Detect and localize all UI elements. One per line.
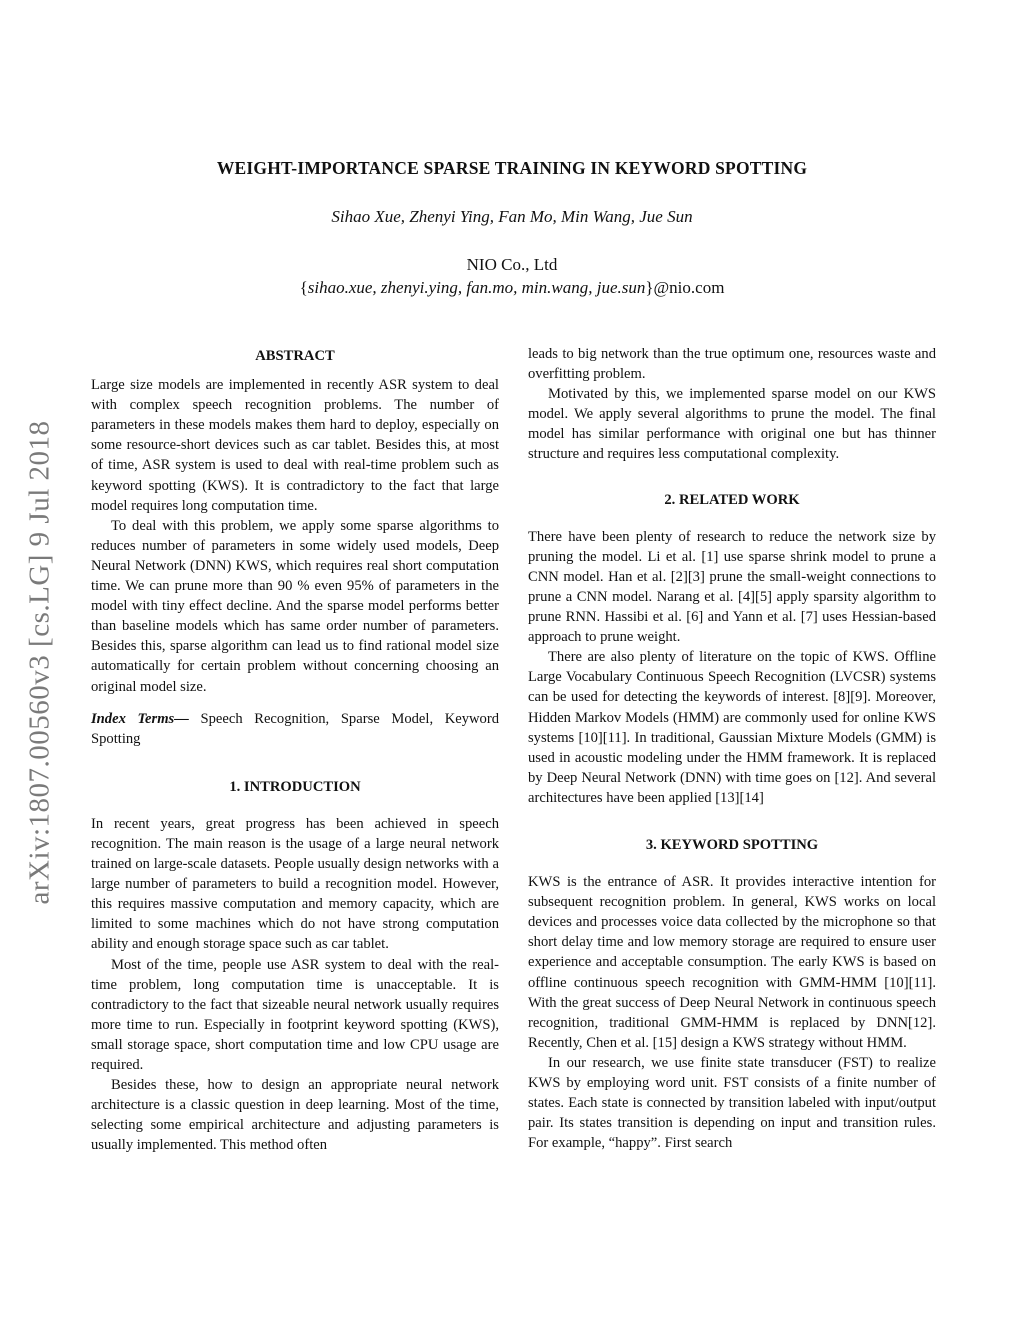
right-column [528,344,936,1153]
left-column [91,344,499,1155]
introduction-paragraph: Most of the time, people use ASR system to deal with the real-time problem, long computation time is unacceptable. It is contradictory to the fact that sizeable neural network usually requires more time to run. Especially in footprint keyword spotting (KWS), small storage space, short computation time and low CPU usage are required. [91,956,499,1073]
abstract-heading: ABSTRACT [255,348,335,364]
abstract-paragraph: To deal with this problem, we apply some sparse algorithms to reduces number of parameters in some widely used models, Deep Neural Network (DNN) KWS, which requires real short computation time. We can prune more than 90 % even 95% of parameters in the model with tiny effect decline. And the sparse model performs better than baseline models which has same order number of parameters. Besides this, sparse algorithm can lead us to find rational model size automatically for certain problem without concerning choosing an original model size. [91,517,499,695]
index-terms-text: Speech Recognition, Sparse Model, Keyword Spotting [91,710,500,747]
author-list: Sihao Xue, Zhenyi Ying, Fan Mo, Min Wang, Jue Sun [331,207,693,226]
keyword-spotting-paragraph: KWS is the entrance of ASR. It provides interactive intention for subsequent recognition problem. In general, KWS works on local devices and processes voice data collected by the microphone so that short delay time and low memory storage are required to ensure user experience and acceptable consumption. The early KWS is based on offline continuous speech recognition with GMM-HMM [10][11]. With the great success of Deep Neural Network in continuous speech recognition, traditional GMM-HMM is replaced by DNN[12]. Recently, Chen et al. [15] design a KWS strategy without HMM. [528,874,936,1051]
index-terms [91,709,499,749]
email-names: sihao.xue, zhenyi.ying, fan.mo, min.wang, jue.sun [307,278,646,297]
email-open-brace: { [299,278,308,297]
introduction-paragraph: leads to big network than the true optimum one, resources waste and overfitting problem. [528,346,936,383]
introduction-heading: 1. INTRODUCTION [229,778,361,795]
related-work-heading: 2. RELATED WORK [664,491,800,508]
introduction-paragraph: Besides these, how to design an appropriate neural network architecture is a classic question in deep learning. Most of the time, selecting some empirical architecture and adjusting parameters is usually implemented. This method often [91,1077,499,1154]
author-emails [0,278,1024,298]
arxiv-stamp [18,375,62,950]
abstract-paragraph: Large size models are implemented in recently ASR system to deal with complex speech recognition problems. The number of parameters in these models makes them hard to deploy, especially on some resource-short devices such as car tablet. Besides this, at most of time, ASR system is used to deal with real-time problem such as keyword spotting (KWS). It is contradictory to the fact that large model requires long computation time. [91,377,499,514]
email-domain: }@nio.com [645,278,725,297]
paper-title: WEIGHT-IMPORTANCE SPARSE TRAINING IN KEYWORD SPOTTING [216,158,808,178]
keyword-spotting-paragraph: In our research, we use finite state transducer (FST) to realize KWS by employing word unit. FST consists of a finite number of states. Each state is connected by transition labeled with input/output pair. Its states transition is depending on input and transition rules. For example, “happy”. First search [528,1054,936,1152]
related-work-paragraph: There are also plenty of literature on the topic of KWS. Offline Large Vocabulary Continuous Speech Recognition (LVCSR) systems can be used for detecting the keywords of interest. [8][9]. Moreover, Hidden Markov Models (HMM) are commonly used for online KWS systems [10][11]. In traditional, Gaussian Mixture Models (GMM) is used in acoustic modeling under the HMM framework. It is replaced by Deep Neural Network (DNN) with time goes on [12]. And several architectures have been applied [13][14] [528,649,936,806]
arxiv-stamp-text: arXiv:1807.00560v3 [cs.LG] 9 Jul 2018 [23,420,56,905]
related-work-paragraph: There have been plenty of research to reduce the network size by pruning the model. Li et al. [1] use sparse shrink model to prune a CNN model. Han et al. [2][3] prune the small-weight connections to prune a CNN model. Narang et al. [4][5] apply sparsity algorithm to prune RNN. Hassibi et al. [6] and Yann et al. [7] uses Hessian-based approach to prune weight. [528,528,936,646]
index-terms-label: Index Terms— [91,710,189,727]
affiliation: NIO Co., Ltd [466,255,558,274]
keyword-spotting-heading: 3. KEYWORD SPOTTING [645,836,819,853]
introduction-paragraph: Motivated by this, we implemented sparse model on our KWS model. We apply several algorithms to prune the model. The final model has similar performance with original one but has thinner structure and requires less computational complexity. [528,386,936,463]
introduction-paragraph: In recent years, great progress has been achieved in speech recognition. The main reason is the usage of a large neural network trained on large-scale datasets. People usually design networks with a large number of parameters to build a recognition model. However, this requires massive computation and memory capacity, which are limited to some machines which do not have strong computation ability and enough storage space such as car tablet. [91,815,499,953]
